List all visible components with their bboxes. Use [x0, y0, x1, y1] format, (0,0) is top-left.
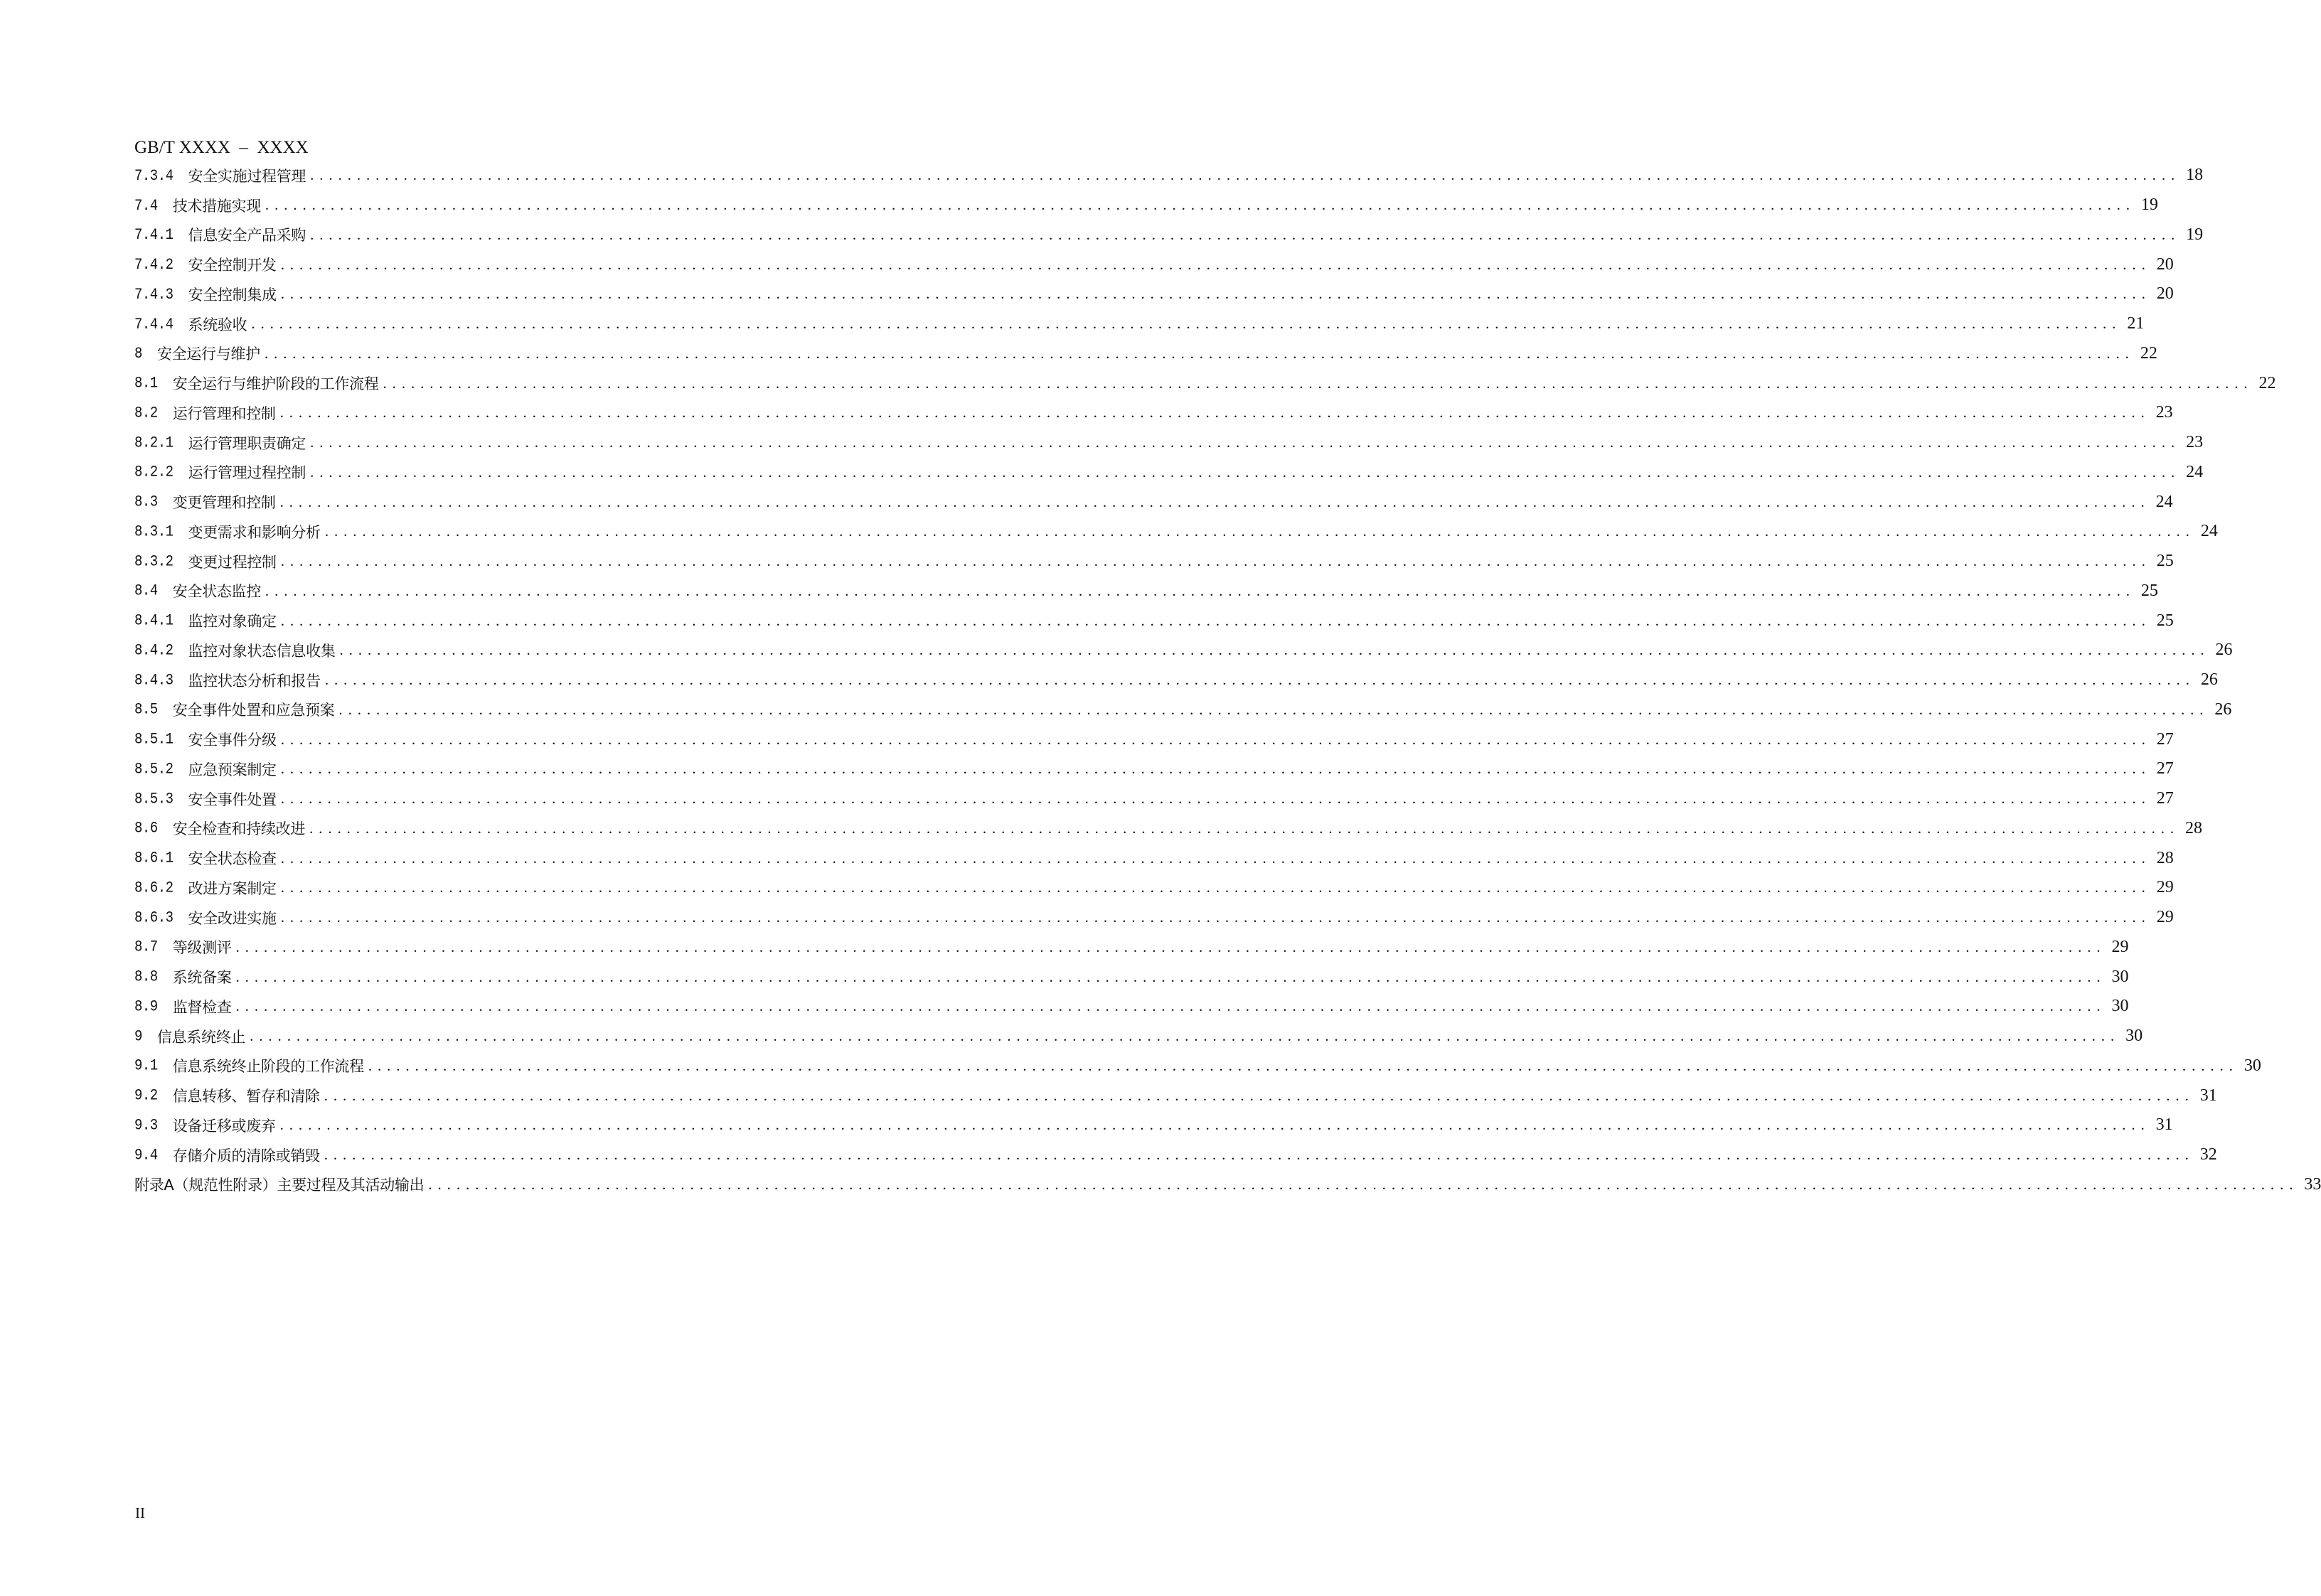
toc-entry-number: 8.6.2 [134, 879, 174, 897]
toc-entry-title: 安全控制集成 [188, 286, 277, 304]
toc-entry[interactable] [134, 636, 2233, 665]
toc-entry-title: 技术措施实现 [172, 197, 261, 215]
toc-entry-title: 安全检查和持续改进 [172, 820, 306, 838]
toc-entry[interactable] [134, 1140, 2217, 1170]
toc-entry-title: 信息安全产品采购 [188, 227, 306, 245]
dot-leader: ........................................................................................................................................................................................................ [324, 671, 2195, 689]
toc-entry-title: 信息系统终止 [156, 1028, 246, 1046]
toc-entry-title: 变更需求和影响分析 [188, 523, 321, 541]
toc-entry[interactable] [134, 665, 2218, 695]
toc-entry[interactable] [134, 873, 2174, 903]
dot-leader: ........................................................................................................................................................................................................ [250, 1027, 2120, 1045]
toc-entry-page: 19 [2186, 225, 2204, 244]
toc-entry[interactable] [134, 398, 2173, 428]
toc-entry[interactable] [134, 1022, 2143, 1051]
toc-entry-page: 33 [2304, 1174, 2321, 1194]
toc-entry[interactable] [134, 784, 2174, 814]
dot-leader: ........................................................................................................................................................................................................ [324, 1146, 2194, 1164]
toc-entry-title: 运行管理过程控制 [188, 464, 306, 482]
dot-leader: ........................................................................................................................................................................................................ [264, 344, 2135, 362]
toc-entry-title: 安全状态监控 [172, 583, 261, 601]
toc-entry[interactable] [134, 724, 2174, 754]
toc-entry-number: 9.1 [134, 1056, 158, 1076]
toc-entry[interactable] [134, 428, 2204, 458]
toc-entry-page: 24 [2155, 492, 2173, 511]
dot-leader: ........................................................................................................................................................................................................ [368, 1056, 2239, 1074]
toc-entry-page: 27 [2156, 759, 2174, 778]
dot-leader: ........................................................................................................................................................................................................ [280, 730, 2151, 748]
toc-entry-page: 28 [2156, 848, 2174, 867]
toc-entry-page: 31 [2199, 1086, 2217, 1105]
toc-entry[interactable] [134, 1110, 2173, 1140]
toc-entry-number: 8.4.1 [134, 611, 174, 630]
dot-leader: ........................................................................................................................................................................................................ [324, 523, 2195, 540]
dot-leader: ........................................................................................................................................................................................................ [280, 760, 2151, 778]
toc-entry-title: 监督检查 [172, 998, 232, 1016]
dot-leader: ........................................................................................................................................................................................................ [280, 552, 2151, 570]
toc-entry[interactable] [134, 577, 2158, 606]
toc-entry-page: 25 [2140, 581, 2158, 600]
toc-entry[interactable] [134, 1170, 2321, 1200]
toc-entry-title: 设备迁移或废弃 [172, 1117, 276, 1135]
toc-entry-number: 7.4.4 [134, 314, 174, 333]
dot-leader: ........................................................................................................................................................................................................ [310, 434, 2181, 451]
toc-entry-title: 变更过程控制 [188, 553, 277, 571]
toc-entry-title: 安全运行与维护阶段的工作流程 [172, 375, 379, 393]
dot-leader: ........................................................................................................................................................................................................ [280, 255, 2151, 273]
table-of-contents [134, 161, 2321, 1199]
toc-entry[interactable] [134, 309, 2145, 339]
toc-entry[interactable] [134, 220, 2204, 250]
dot-leader: ........................................................................................................................................................................................................ [338, 700, 2209, 718]
toc-entry-title: 附录A（规范性附录）主要过程及其活动输出 [134, 1177, 425, 1194]
dot-leader: ........................................................................................................................................................................................................ [279, 1116, 2150, 1134]
toc-entry-page: 25 [2156, 611, 2174, 630]
dot-leader: ........................................................................................................................................................................................................ [280, 611, 2151, 629]
toc-entry-title: 安全事件分级 [188, 732, 277, 749]
toc-entry[interactable] [134, 992, 2129, 1022]
toc-entry-page: 29 [2156, 908, 2174, 927]
page-number: II [135, 1504, 145, 1521]
dot-leader: ........................................................................................................................................................................................................ [235, 938, 2106, 955]
toc-entry[interactable] [134, 487, 2173, 517]
toc-entry-number: 9.3 [134, 1116, 158, 1135]
toc-entry-number: 8.5.3 [134, 789, 174, 808]
dot-leader: ........................................................................................................................................................................................................ [383, 374, 2253, 392]
toc-entry-number: 8.8 [134, 968, 158, 986]
toc-entry[interactable] [134, 517, 2218, 547]
dot-leader: ........................................................................................................................................................................................................ [280, 849, 2151, 867]
toc-entry-title: 安全实施过程管理 [188, 167, 306, 185]
toc-entry[interactable] [134, 962, 2129, 992]
toc-entry-title: 等级测评 [172, 939, 232, 957]
dot-leader: ........................................................................................................................................................................................................ [280, 909, 2151, 926]
toc-entry-title: 信息转移、暂存和清除 [172, 1088, 320, 1105]
dot-leader: ........................................................................................................................................................................................................ [428, 1175, 2299, 1193]
dot-leader: ........................................................................................................................................................................................................ [324, 1086, 2194, 1104]
dot-leader: ........................................................................................................................................................................................................ [265, 582, 2135, 599]
dot-leader: ........................................................................................................................................................................................................ [279, 493, 2150, 510]
toc-entry-title: 存储介质的清除或销毁 [172, 1147, 320, 1164]
toc-entry-page: 26 [2200, 670, 2218, 690]
toc-entry-number: 7.4 [134, 196, 158, 215]
toc-entry[interactable] [134, 547, 2174, 577]
toc-entry-page: 27 [2156, 729, 2174, 749]
toc-entry-page: 29 [2156, 878, 2174, 897]
toc-entry-number: 8.5.2 [134, 760, 174, 778]
toc-entry-number: 7.4.1 [134, 225, 174, 245]
dot-leader: ........................................................................................................................................................................................................ [235, 997, 2106, 1015]
toc-entry-page: 31 [2155, 1115, 2173, 1135]
toc-entry-number: 7.4.2 [134, 255, 174, 274]
toc-entry-number: 8.2 [134, 404, 158, 422]
toc-entry-title: 系统备案 [172, 969, 232, 987]
toc-entry-title: 监控对象确定 [188, 613, 277, 631]
toc-entry-page: 30 [2125, 1027, 2143, 1046]
dot-leader: ........................................................................................................................................................................................................ [235, 968, 2106, 985]
dot-leader: ........................................................................................................................................................................................................ [310, 166, 2181, 184]
toc-entry-number: 9.2 [134, 1086, 158, 1105]
dot-leader: ........................................................................................................................................................................................................ [309, 819, 2180, 837]
toc-entry-page: 28 [2185, 818, 2203, 837]
toc-entry[interactable] [134, 339, 2157, 369]
toc-entry[interactable] [134, 695, 2232, 725]
toc-entry-page: 22 [2140, 343, 2157, 363]
toc-entry-number: 8.4 [134, 582, 158, 601]
dot-leader: ........................................................................................................................................................................................................ [339, 641, 2210, 659]
toc-entry-page: 19 [2140, 196, 2158, 215]
toc-entry-number: 9.4 [134, 1145, 158, 1164]
toc-entry[interactable] [134, 191, 2158, 220]
toc-entry-number: 9 [134, 1027, 142, 1046]
toc-entry-title: 系统验收 [188, 316, 247, 333]
toc-entry-title: 监控状态分析和报告 [188, 672, 321, 690]
toc-entry-page: 23 [2155, 403, 2173, 422]
toc-entry[interactable] [134, 250, 2174, 279]
toc-entry-page: 26 [2214, 700, 2232, 719]
toc-entry-title: 安全状态检查 [188, 850, 277, 868]
toc-entry-page: 27 [2156, 789, 2174, 808]
toc-entry-number: 8.3.1 [134, 523, 174, 541]
dot-leader: ........................................................................................................................................................................................................ [279, 404, 2150, 422]
toc-entry-number: 7.3.4 [134, 166, 174, 185]
toc-entry-page: 29 [2111, 937, 2129, 956]
toc-entry-page: 20 [2156, 284, 2174, 304]
toc-entry-page: 30 [2111, 997, 2129, 1016]
toc-entry-number: 8.2.1 [134, 433, 174, 452]
toc-entry-page: 21 [2127, 314, 2145, 333]
toc-entry-number: 8.4.3 [134, 670, 174, 690]
toc-entry[interactable] [134, 754, 2174, 784]
toc-entry-number: 8.4.2 [134, 641, 174, 660]
toc-entry-number: 8.7 [134, 938, 158, 957]
dot-leader: ........................................................................................................................................................................................................ [280, 879, 2151, 896]
toc-entry-title: 运行管理和控制 [172, 405, 276, 422]
dot-leader: ........................................................................................................................................................................................................ [280, 790, 2151, 808]
toc-entry[interactable] [134, 814, 2203, 844]
toc-entry-title: 监控对象状态信息收集 [188, 642, 336, 660]
document-code-header: GB/T XXXX – XXXX [134, 138, 309, 157]
toc-entry-number: 8.6 [134, 819, 158, 838]
toc-entry-title: 改进方案制定 [188, 879, 277, 897]
toc-entry[interactable] [134, 843, 2174, 873]
toc-entry-title: 安全改进实施 [188, 909, 277, 927]
toc-entry-title: 安全运行与维护 [156, 346, 260, 363]
toc-entry[interactable] [134, 903, 2174, 933]
toc-entry-title: 运行管理职责确定 [188, 434, 306, 452]
dot-leader: ........................................................................................................................................................................................................ [251, 315, 2122, 333]
dot-leader: ........................................................................................................................................................................................................ [310, 225, 2181, 243]
dot-leader: ........................................................................................................................................................................................................ [280, 285, 2151, 303]
toc-entry-page: 24 [2186, 462, 2204, 481]
toc-entry-number: 8.3.2 [134, 552, 174, 571]
toc-entry-number: 8 [134, 344, 142, 363]
toc-entry-number: 8.5.1 [134, 730, 174, 749]
toc-entry-page: 23 [2186, 433, 2204, 452]
toc-entry-page: 30 [2111, 967, 2129, 986]
toc-entry-title: 安全控制开发 [188, 257, 277, 274]
toc-entry-title: 变更管理和控制 [172, 494, 276, 512]
toc-entry-page: 30 [2243, 1056, 2261, 1075]
dot-leader: ........................................................................................................................................................................................................ [310, 463, 2181, 481]
toc-entry[interactable] [134, 279, 2174, 309]
toc-entry-number: 8.6.1 [134, 849, 174, 867]
toc-entry[interactable] [134, 1051, 2261, 1081]
toc-entry-page: 26 [2215, 641, 2233, 660]
toc-entry-title: 信息系统终止阶段的工作流程 [172, 1058, 364, 1076]
toc-entry-title: 安全事件处置 [188, 791, 277, 808]
toc-entry[interactable] [134, 606, 2174, 636]
toc-entry[interactable] [134, 458, 2204, 488]
toc-entry[interactable] [134, 161, 2204, 191]
toc-entry-number: 8.1 [134, 374, 158, 392]
toc-entry-page: 18 [2186, 166, 2204, 185]
toc-entry[interactable] [134, 368, 2276, 398]
toc-entry-number: 8.5 [134, 700, 158, 719]
toc-entry-page: 25 [2156, 552, 2174, 571]
toc-entry-page: 24 [2200, 522, 2218, 541]
toc-entry-number: 8.9 [134, 997, 158, 1016]
toc-entry[interactable] [134, 1081, 2217, 1110]
toc-entry-title: 应急预案制定 [188, 761, 277, 778]
toc-entry-number: 8.3 [134, 493, 158, 511]
toc-entry[interactable] [134, 933, 2129, 963]
toc-entry-page: 32 [2199, 1145, 2217, 1164]
toc-entry-page: 20 [2156, 255, 2174, 274]
toc-entry-page: 22 [2258, 373, 2276, 392]
toc-entry-number: 7.4.3 [134, 285, 174, 304]
toc-entry-number: 8.2.2 [134, 463, 174, 482]
toc-entry-title: 安全事件处置和应急预案 [172, 702, 335, 719]
toc-entry-number: 8.6.3 [134, 908, 174, 927]
dot-leader: ........................................................................................................................................................................................................ [265, 196, 2135, 214]
